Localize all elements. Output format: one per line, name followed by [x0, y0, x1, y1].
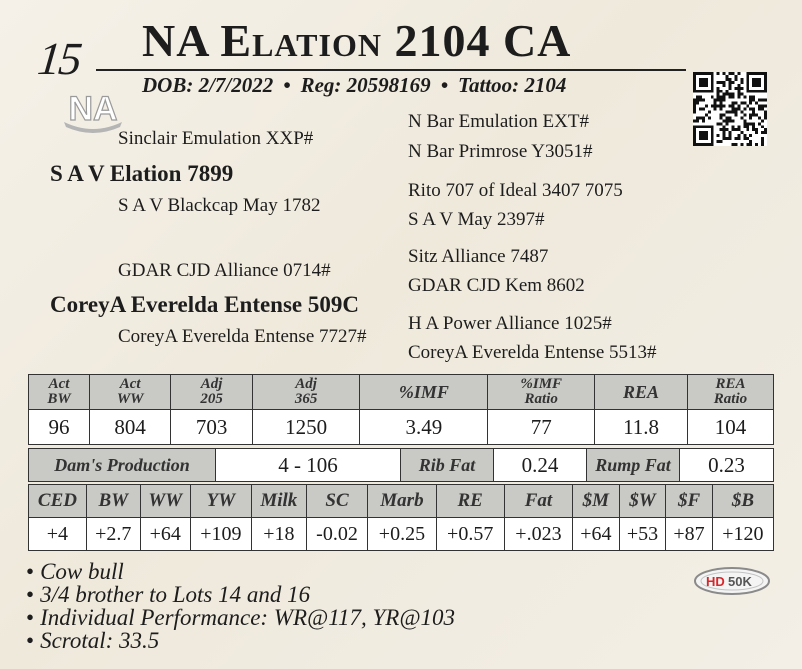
value-adj-365: 1250	[252, 410, 360, 445]
pedigree-sire-dam-dam: S A V May 2397#	[408, 209, 545, 230]
epd-value-milk: +18	[251, 518, 306, 551]
epd-header-ced: CED	[29, 485, 87, 518]
epd-value-fat: +.023	[504, 518, 572, 551]
header-rea-ratio: REA Ratio	[687, 375, 773, 410]
epd-header-f: $F	[666, 485, 713, 518]
value-act-ww: 804	[89, 410, 170, 445]
epd-header-ww: WW	[140, 485, 190, 518]
header-act-bw: Act BW	[29, 375, 90, 410]
production-row	[29, 449, 774, 482]
animal-title: NA Elation 2104 CA	[142, 15, 572, 66]
pedigree-dam: CoreyA Everelda Entense 509C	[50, 292, 359, 317]
pedigree-dam-dam-sire: H A Power Alliance 1025#	[408, 313, 612, 334]
epd-header-bw: BW	[86, 485, 140, 518]
epd-table	[28, 484, 774, 551]
performance-header-row	[29, 375, 774, 410]
hd50k-badge	[693, 566, 771, 596]
pedigree-dam-sire-sire: Sitz Alliance 7487	[408, 246, 549, 267]
rump-fat-label: Rump Fat	[587, 449, 680, 482]
pedigree-dam-sire: GDAR CJD Alliance 0714#	[118, 260, 331, 281]
epd-value-f: +87	[666, 518, 713, 551]
epd-header-marb: Marb	[368, 485, 436, 518]
rump-fat-value: 0.23	[680, 449, 774, 482]
pedigree-dam-dam: CoreyA Everelda Entense 7727#	[118, 326, 367, 347]
epd-value-yw: +109	[190, 518, 251, 551]
epd-header-yw: YW	[190, 485, 251, 518]
epd-value-b: +120	[712, 518, 773, 551]
epd-value-m: +64	[573, 518, 620, 551]
epd-header-sc: SC	[306, 485, 368, 518]
epd-header-m: $M	[573, 485, 620, 518]
epd-value-ced: +4	[29, 518, 87, 551]
performance-table	[28, 374, 774, 445]
note-item: • Scrotal: 33.5	[26, 629, 455, 652]
header-adj-365: Adj 365	[252, 375, 360, 410]
badge-50k-text: 50K	[728, 574, 752, 589]
epd-header-b: $B	[712, 485, 773, 518]
epd-value-ww: +64	[140, 518, 190, 551]
header-imf: %IMF	[360, 375, 488, 410]
epd-value-marb: +0.25	[368, 518, 436, 551]
title-divider	[96, 69, 686, 71]
epd-header-fat: Fat	[504, 485, 572, 518]
performance-value-row	[29, 410, 774, 445]
epd-value-re: +0.57	[436, 518, 504, 551]
header-act-ww: Act WW	[89, 375, 170, 410]
header-rea: REA	[595, 375, 688, 410]
epd-header-w: $W	[619, 485, 666, 518]
qr-code[interactable]	[693, 72, 767, 146]
header-adj-205: Adj 205	[171, 375, 252, 410]
separator-bullet: •	[440, 73, 449, 97]
registration-number: Reg: 20598169	[300, 73, 431, 97]
dams-production-label: Dam's Production	[29, 449, 216, 482]
rib-fat-value: 0.24	[494, 449, 587, 482]
value-imf-ratio: 77	[488, 410, 595, 445]
value-act-bw: 96	[29, 410, 90, 445]
value-rea-ratio: 104	[687, 410, 773, 445]
epd-header-row	[29, 485, 774, 518]
epd-value-sc: -0.02	[306, 518, 368, 551]
production-table	[28, 448, 774, 482]
badge-hd-text: HD	[706, 574, 725, 589]
separator-bullet: •	[283, 73, 291, 97]
value-imf: 3.49	[360, 410, 488, 445]
notes-list	[26, 560, 455, 652]
registration-line	[142, 73, 566, 98]
header-imf-ratio: %IMF Ratio	[488, 375, 595, 410]
pedigree-dam-sire-dam: GDAR CJD Kem 8602	[408, 275, 585, 296]
epd-header-re: RE	[436, 485, 504, 518]
epd-header-milk: Milk	[251, 485, 306, 518]
lot-number: 15	[35, 33, 83, 84]
pedigree-sire-sire-dam: N Bar Primrose Y3051#	[408, 141, 593, 162]
pedigree-sire-dam: S A V Blackcap May 1782	[118, 195, 321, 216]
na-logo	[58, 84, 128, 134]
epd-value-w: +53	[619, 518, 666, 551]
epd-value-row	[29, 518, 774, 551]
na-logo-text: NA	[68, 90, 118, 128]
value-adj-205: 703	[171, 410, 252, 445]
tattoo: Tattoo: 2104	[458, 73, 567, 97]
note-item: • 3/4 brother to Lots 14 and 16	[26, 583, 455, 606]
note-item: • Individual Performance: WR@117, YR@103	[26, 606, 455, 629]
value-rea: 11.8	[595, 410, 688, 445]
pedigree-sire-sire-sire: N Bar Emulation EXT#	[408, 111, 589, 132]
pedigree-sire-sire: Sinclair Emulation XXP#	[118, 128, 314, 149]
epd-value-bw: +2.7	[86, 518, 140, 551]
pedigree-dam-dam-dam: CoreyA Everelda Entense 5513#	[408, 342, 657, 363]
dob: DOB: 2/7/2022	[142, 73, 274, 97]
note-item: • Cow bull	[26, 560, 455, 583]
pedigree-sire: S A V Elation 7899	[50, 161, 234, 186]
rib-fat-label: Rib Fat	[401, 449, 494, 482]
pedigree-sire-dam-sire: Rito 707 of Ideal 3407 7075	[408, 180, 623, 201]
dams-production-value: 4 - 106	[216, 449, 401, 482]
